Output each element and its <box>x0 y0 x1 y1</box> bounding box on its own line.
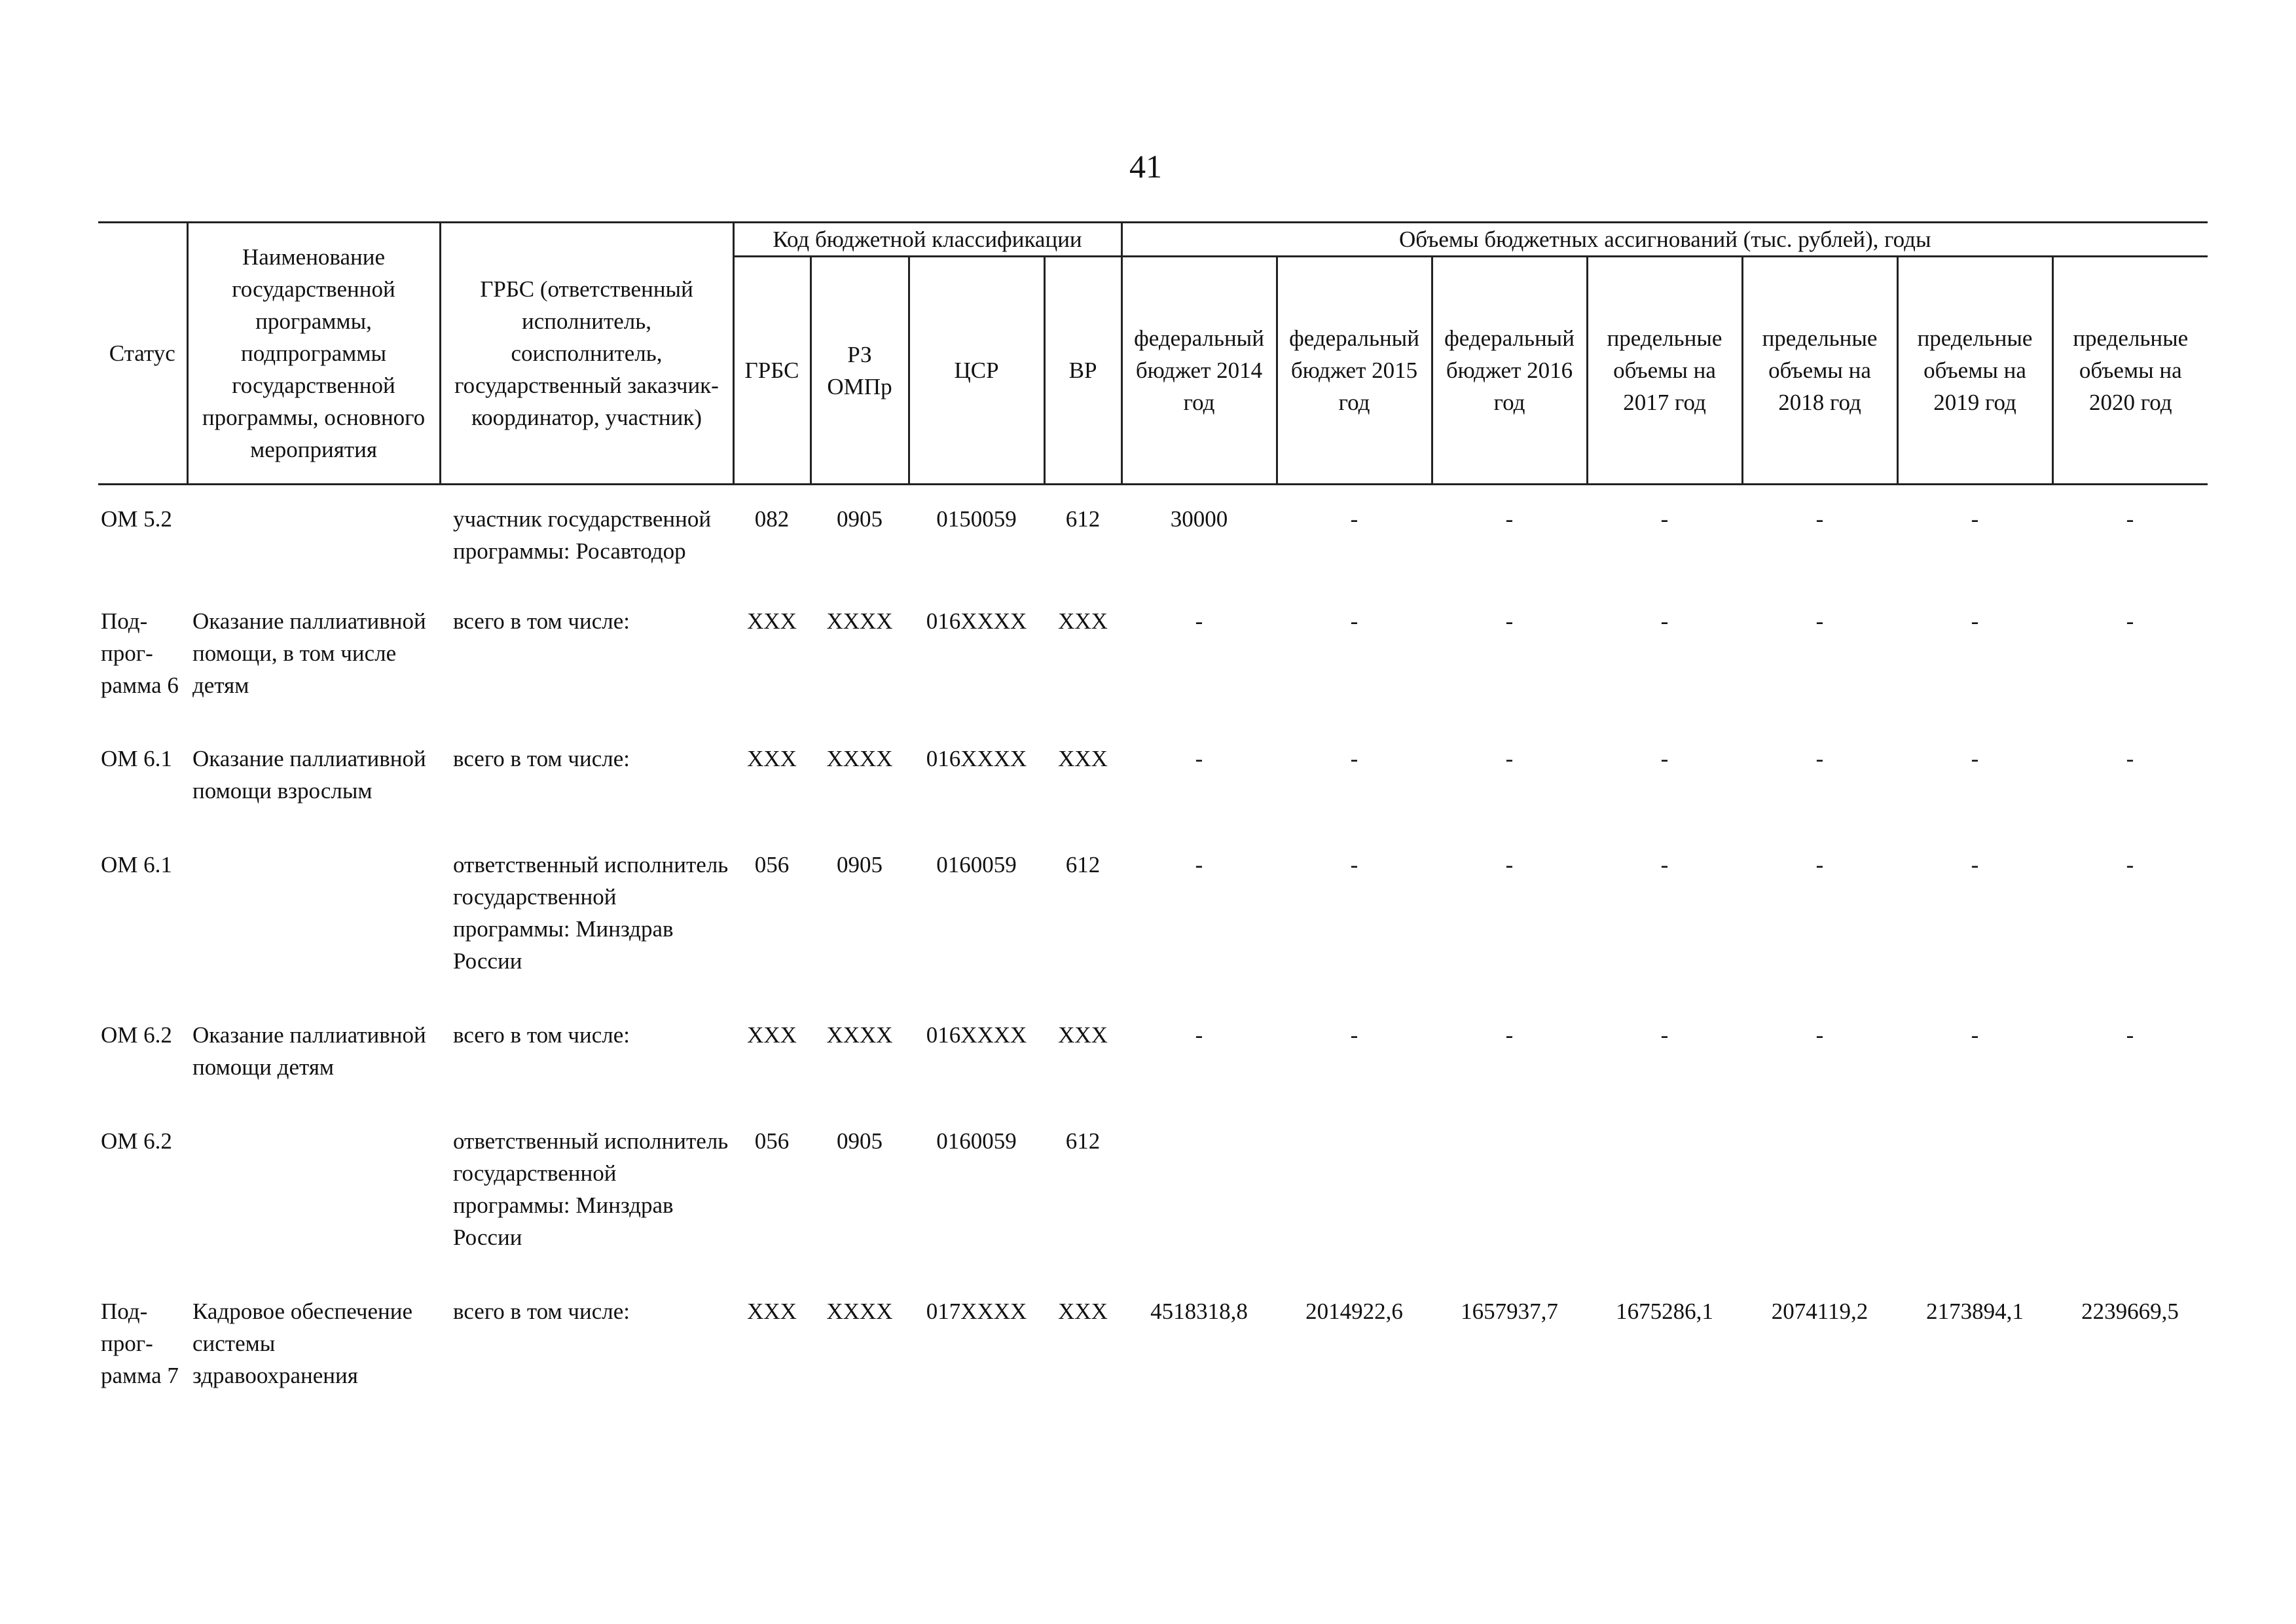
row-value-2017 <box>1587 1125 1742 1295</box>
row-grbs: всего в том числе: <box>453 746 630 771</box>
row-value-2020: - <box>2126 608 2134 634</box>
row-code-csr: 0150059 <box>936 506 1017 532</box>
row-grbs: ответственный исполнитель государственной программы: Минздрав России <box>453 1128 729 1250</box>
row-code-vr: 612 <box>1065 506 1101 532</box>
header-volume-2015: федеральный бюджет 2015 год <box>1277 257 1432 485</box>
row-value-2014: - <box>1195 746 1203 771</box>
row-code-grbs: 056 <box>754 1128 790 1154</box>
header-name: Наименование государственной программы, подпрограммы государственной программы, основного мероприятия <box>187 223 440 485</box>
table-row <box>98 1125 2208 1295</box>
header-volume-group: Объемы бюджетных ассигнований (тыс. рублей), годы <box>1121 223 2208 257</box>
row-value-2015 <box>1277 1125 1432 1295</box>
table-row <box>98 503 2208 605</box>
row-code-vr: 612 <box>1065 1128 1101 1154</box>
table-header <box>98 221 2208 485</box>
row-value-2018: - <box>1815 506 1824 532</box>
row-value-2019: - <box>1971 608 1979 634</box>
header-code-rz: РЗ ОМПр <box>811 257 909 485</box>
row-code-csr: 0160059 <box>936 852 1017 877</box>
row-value-2020: - <box>2126 1022 2134 1048</box>
row-value-2015: - <box>1350 506 1358 532</box>
row-code-rz: XXXX <box>826 608 893 634</box>
table-row <box>98 849 2208 1019</box>
header-code-vr: ВР <box>1044 257 1121 485</box>
row-value-2014 <box>1121 1125 1277 1295</box>
row-code-grbs: 082 <box>754 506 790 532</box>
header-volume-2018: предельные объемы на 2018 год <box>1742 257 1897 485</box>
row-value-2019: - <box>1971 1022 1979 1048</box>
row-value-2017: - <box>1660 506 1669 532</box>
row-code-csr: 016XXXX <box>926 608 1027 634</box>
row-code-grbs: XXX <box>747 608 797 634</box>
row-value-2016: - <box>1505 1022 1514 1048</box>
row-value-2018: - <box>1815 852 1824 877</box>
row-value-2014: 30000 <box>1170 506 1228 532</box>
row-value-2016: - <box>1505 608 1514 634</box>
row-value-2016: - <box>1505 506 1514 532</box>
row-name: Кадровое обеспечение системы здравоохранения <box>192 1299 413 1388</box>
row-name: Оказание паллиативной помощи, в том числе детям <box>192 608 426 698</box>
row-status: ОМ 6.2 <box>101 1128 172 1154</box>
row-code-grbs: XXX <box>747 1299 797 1324</box>
row-name <box>187 1125 440 1295</box>
row-value-2014: - <box>1195 608 1203 634</box>
row-value-2018: - <box>1815 1022 1824 1048</box>
table-row <box>98 743 2208 849</box>
row-code-rz: XXXX <box>826 746 893 771</box>
row-status: Под-прог-рамма 7 <box>101 1299 179 1388</box>
table-row <box>98 1019 2208 1125</box>
row-status: ОМ 6.1 <box>101 746 172 771</box>
row-value-2016 <box>1432 1125 1587 1295</box>
header-status: Статус <box>98 223 187 485</box>
row-value-2019: - <box>1971 506 1979 532</box>
row-grbs: всего в том числе: <box>453 1022 630 1048</box>
header-volume-2019: предельные объемы на 2019 год <box>1897 257 2052 485</box>
row-code-rz: XXXX <box>826 1299 893 1324</box>
row-name: Оказание паллиативной помощи взрослым <box>192 746 426 803</box>
row-value-2015: - <box>1350 608 1358 634</box>
row-status: Под-прог-рамма 6 <box>101 608 179 698</box>
row-value-2017: - <box>1660 746 1669 771</box>
page-number: 41 <box>1129 148 1162 185</box>
row-code-csr: 0160059 <box>936 1128 1017 1154</box>
table-row <box>98 1295 2208 1433</box>
row-grbs: всего в том числе: <box>453 608 630 634</box>
row-value-2018: - <box>1815 608 1824 634</box>
row-value-2020: - <box>2126 506 2134 532</box>
row-value-2020 <box>2052 1125 2208 1295</box>
row-value-2016: - <box>1505 746 1514 771</box>
row-value-2019: 2173894,1 <box>1926 1299 2024 1324</box>
row-value-2020: - <box>2126 746 2134 771</box>
row-status: ОМ 6.2 <box>101 1022 172 1048</box>
row-grbs: участник государственной программы: Росавтодор <box>453 506 712 564</box>
row-value-2018: - <box>1815 746 1824 771</box>
row-code-csr: 017XXXX <box>926 1299 1027 1324</box>
row-value-2020: - <box>2126 852 2134 877</box>
row-code-vr: 612 <box>1065 852 1101 877</box>
table-row <box>98 605 2208 743</box>
row-value-2019: - <box>1971 852 1979 877</box>
row-status: ОМ 6.1 <box>101 852 172 877</box>
header-code-csr: ЦСР <box>909 257 1044 485</box>
row-code-rz: XXXX <box>826 1022 893 1048</box>
row-code-rz: 0905 <box>837 852 883 877</box>
table-body <box>98 503 2208 1433</box>
header-volume-2016: федеральный бюджет 2016 год <box>1432 257 1587 485</box>
row-value-2019 <box>1897 1125 2052 1295</box>
row-name <box>187 503 440 605</box>
row-value-2014: - <box>1195 852 1203 877</box>
row-value-2014: - <box>1195 1022 1203 1048</box>
header-volume-2020: предельные объемы на 2020 год <box>2052 257 2208 485</box>
row-value-2014: 4518318,8 <box>1150 1299 1248 1324</box>
row-grbs: ответственный исполнитель государственной программы: Минздрав России <box>453 852 729 974</box>
row-value-2017: - <box>1660 608 1669 634</box>
row-value-2017: - <box>1660 852 1669 877</box>
row-code-grbs: XXX <box>747 1022 797 1048</box>
header-code-group: Код бюджетной классификации <box>733 223 1121 257</box>
row-code-vr: XXX <box>1058 1299 1108 1324</box>
row-value-2020: 2239669,5 <box>2081 1299 2179 1324</box>
header-volume-2014: федеральный бюджет 2014 год <box>1121 257 1277 485</box>
header-grbs: ГРБС (ответственный исполнитель, соисполнитель, государственный заказчик-координатор, участник) <box>440 223 733 485</box>
row-code-rz: 0905 <box>837 506 883 532</box>
row-grbs: всего в том числе: <box>453 1299 630 1324</box>
row-value-2018 <box>1742 1125 1897 1295</box>
row-code-vr: XXX <box>1058 1022 1108 1048</box>
row-value-2015: 2014922,6 <box>1305 1299 1403 1324</box>
row-value-2015: - <box>1350 852 1358 877</box>
row-code-grbs: 056 <box>754 852 790 877</box>
row-code-vr: XXX <box>1058 746 1108 771</box>
row-value-2019: - <box>1971 746 1979 771</box>
row-value-2016: - <box>1505 852 1514 877</box>
row-code-rz: 0905 <box>837 1128 883 1154</box>
row-status: ОМ 5.2 <box>101 506 172 532</box>
row-code-csr: 016XXXX <box>926 1022 1027 1048</box>
row-name <box>187 849 440 1019</box>
row-value-2017: - <box>1660 1022 1669 1048</box>
row-value-2015: - <box>1350 1022 1358 1048</box>
row-value-2017: 1675286,1 <box>1616 1299 1713 1324</box>
row-code-grbs: XXX <box>747 746 797 771</box>
row-name: Оказание паллиативной помощи детям <box>192 1022 426 1080</box>
row-value-2015: - <box>1350 746 1358 771</box>
row-value-2016: 1657937,7 <box>1461 1299 1558 1324</box>
header-volume-2017: предельные объемы на 2017 год <box>1587 257 1742 485</box>
row-code-vr: XXX <box>1058 608 1108 634</box>
row-value-2018: 2074119,2 <box>1771 1299 1868 1324</box>
header-code-grbs: ГРБС <box>733 257 811 485</box>
row-code-csr: 016XXXX <box>926 746 1027 771</box>
